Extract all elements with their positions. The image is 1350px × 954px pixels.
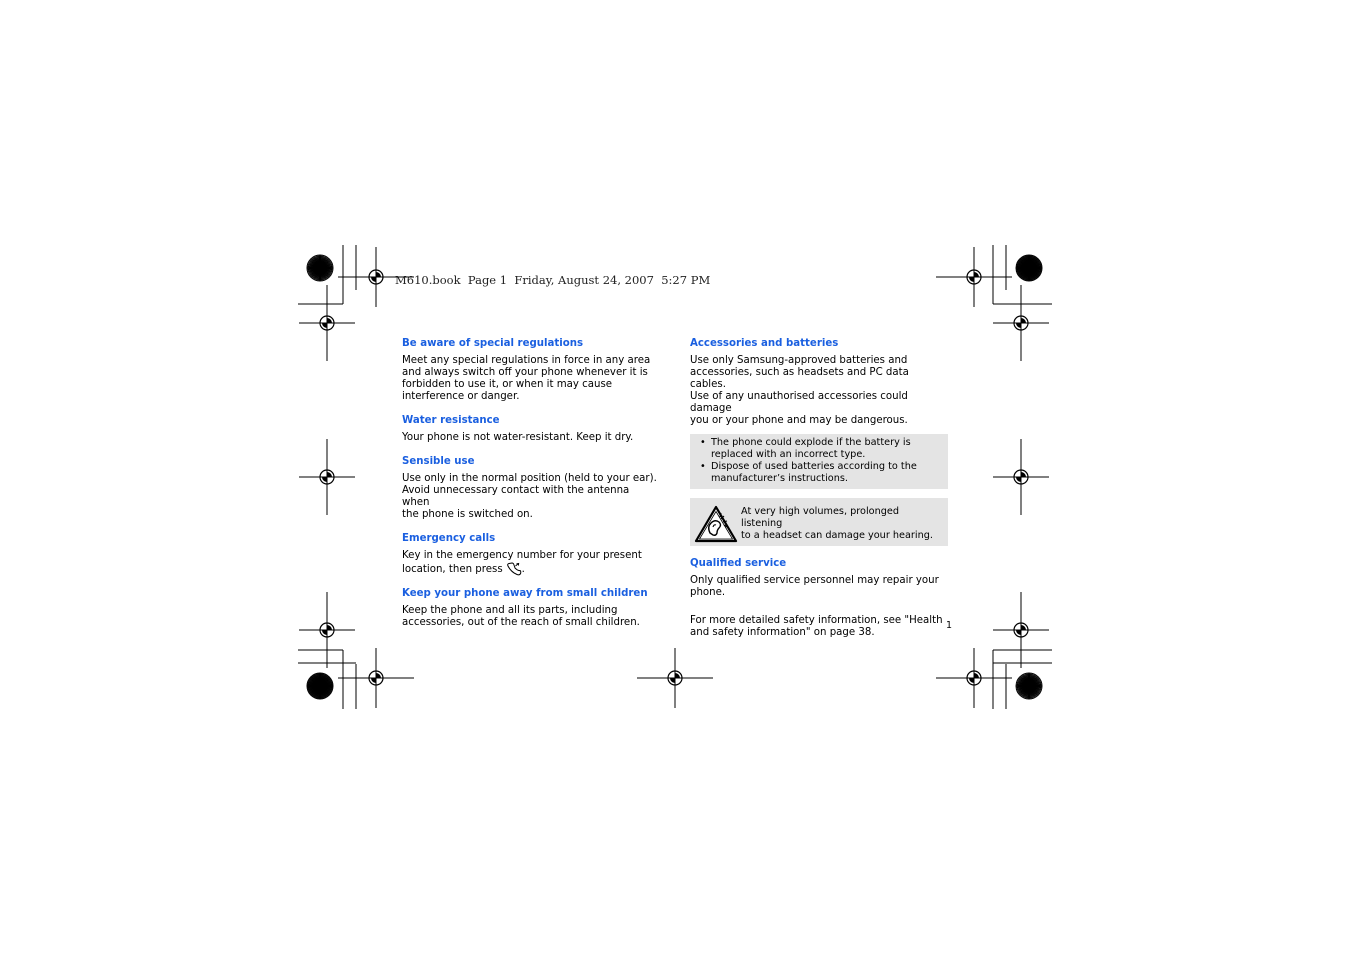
text-line: interference or danger. (402, 391, 520, 402)
send-key-icon (506, 562, 522, 576)
text-fragment: location, then press (402, 564, 503, 575)
paragraph-small-children (402, 605, 660, 629)
heading-water-resistance: Water resistance (402, 415, 500, 426)
text-line: accessories, such as headsets and PC data cables. (690, 367, 909, 390)
bullet-list (700, 437, 938, 485)
registration-mark-fill (1016, 318, 1026, 328)
text-line: you or your phone and may be dangerous. (690, 415, 908, 426)
registration-mark-fill (371, 272, 381, 282)
text-line: Avoid unnecessary contact with the antenna when (402, 485, 630, 508)
text-line: Use only Samsung-approved batteries and (690, 355, 908, 366)
text-line: At very high volumes, prolonged listening (741, 506, 899, 529)
text-line: Only qualified service personnel may repair your (690, 575, 939, 586)
paragraph-sensible-use (402, 473, 660, 521)
hearing-warning-icon (694, 505, 738, 543)
paragraph-accessories-batteries (690, 355, 948, 427)
text-line: For more detailed safety information, see "Health (690, 615, 943, 626)
book-header: M610.book Page 1 Friday, August 24, 2007 5:27 PM (395, 273, 711, 287)
heading-special-regulations: Be aware of special regulations (402, 338, 584, 349)
heading-accessories-batteries: Accessories and batteries (690, 338, 839, 349)
list-item (711, 437, 938, 461)
registration-mark-fill (969, 272, 979, 282)
heading-qualified-service: Qualified service (690, 558, 787, 569)
registration-mark-fill (322, 472, 332, 482)
heading-small-children: Keep your phone away from small children (402, 588, 648, 599)
text-line: and always switch off your phone whenever it is (402, 367, 648, 378)
text-line: • The phone could explode if the battery is (711, 437, 911, 448)
registration-mark-fill (670, 673, 680, 683)
text-line (402, 562, 660, 576)
text-line: Use of any unauthorised accessories could damage (690, 391, 908, 414)
text-line: the phone is switched on. (402, 509, 533, 520)
text-line: manufacturer’s instructions. (711, 473, 848, 484)
text-fragment: . (521, 564, 525, 575)
text-line: replaced with an incorrect type. (711, 449, 866, 460)
text-line: Meet any special regulations in force in any area (402, 355, 651, 366)
text-line: Your phone is not water-resistant. Keep it dry. (402, 432, 634, 443)
hearing-warning-box (690, 498, 948, 546)
hearing-warning-text (741, 506, 941, 542)
text-line: Use only in the normal position (held to your ear). (402, 473, 657, 484)
page-number: 1 (946, 620, 953, 631)
registration-mark-fill (1016, 472, 1026, 482)
right-column (690, 337, 948, 650)
text-line: • Dispose of used batteries according to the (711, 461, 917, 472)
battery-warning-box (690, 434, 948, 489)
list-item (711, 461, 938, 485)
text-line: and safety information" on page 38. (690, 627, 875, 638)
paragraph-special-regulations (402, 355, 660, 403)
registration-mark-fill (969, 673, 979, 683)
text-line: Keep the phone and all its parts, including (402, 605, 618, 616)
heading-sensible-use: Sensible use (402, 456, 475, 467)
text-line: accessories, out of the reach of small children. (402, 617, 640, 628)
text-line: Key in the emergency number for your present (402, 550, 642, 561)
left-column (402, 337, 660, 640)
paragraph-emergency-calls (402, 550, 660, 576)
text-line: to a headset can damage your hearing. (741, 530, 933, 541)
paragraph-more-info (690, 615, 948, 639)
text-line: forbidden to use it, or when it may cause (402, 379, 613, 390)
registration-mark-fill (1016, 625, 1026, 635)
registration-mark-fill (371, 673, 381, 683)
paragraph-qualified-service (690, 575, 948, 599)
registration-mark-fill (322, 318, 332, 328)
paragraph-water-resistance (402, 432, 660, 444)
registration-mark-fill (322, 625, 332, 635)
text-line: phone. (690, 587, 726, 598)
heading-emergency-calls: Emergency calls (402, 533, 496, 544)
